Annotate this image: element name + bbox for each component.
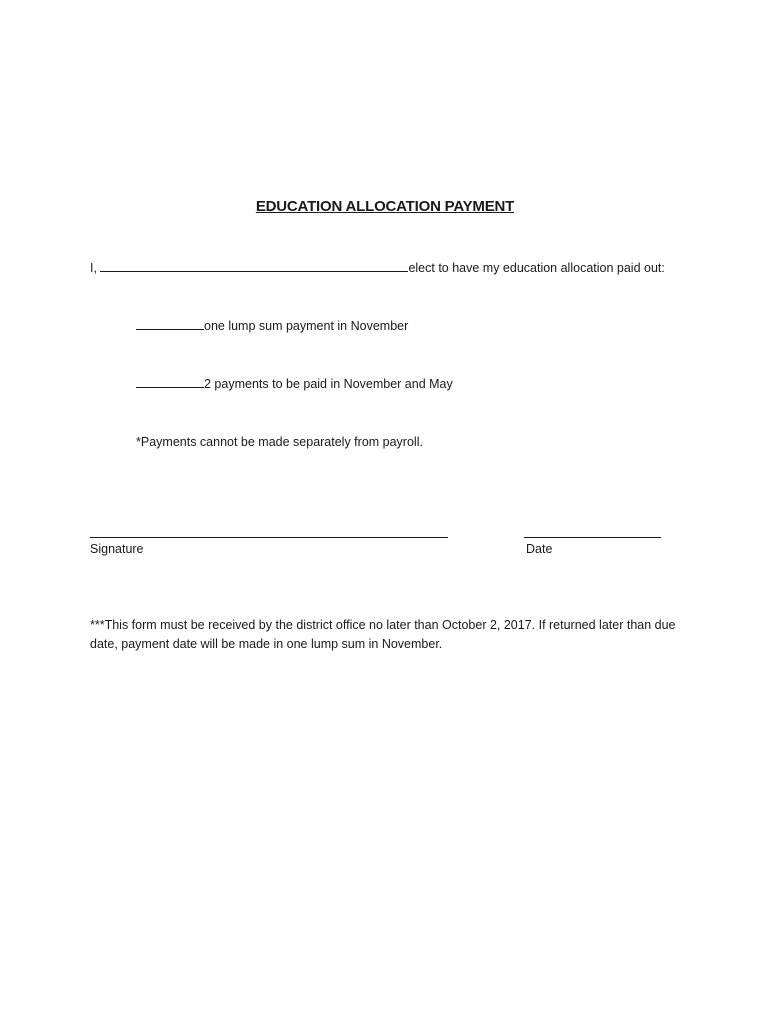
name-blank-field[interactable]: [100, 259, 408, 272]
election-suffix: elect to have my education allocation paid out:: [408, 261, 665, 275]
option-lump-sum-blank-field[interactable]: [136, 317, 204, 330]
form-title: EDUCATION ALLOCATION PAYMENT: [255, 198, 515, 215]
option-two-payments-label: 2 payments to be paid in November and May: [204, 377, 453, 391]
signature-line[interactable]: [90, 537, 448, 538]
signature-label: Signature: [90, 542, 144, 556]
option-lump-sum-label: one lump sum payment in November: [204, 319, 409, 333]
option-two-payments: [136, 375, 453, 393]
option-lump-sum: [136, 317, 408, 335]
deadline-note: ***This form must be received by the district office no later than October 2, 2017. If returned later than due date, payment date will be made in one lump sum in November.: [90, 618, 676, 651]
date-line[interactable]: [524, 537, 661, 538]
election-prefix: I,: [90, 261, 97, 275]
option-two-payments-blank-field[interactable]: [136, 375, 204, 388]
date-label: Date: [526, 542, 553, 556]
payroll-note: *Payments cannot be made separately from payroll.: [136, 435, 423, 449]
election-statement: [90, 259, 665, 277]
